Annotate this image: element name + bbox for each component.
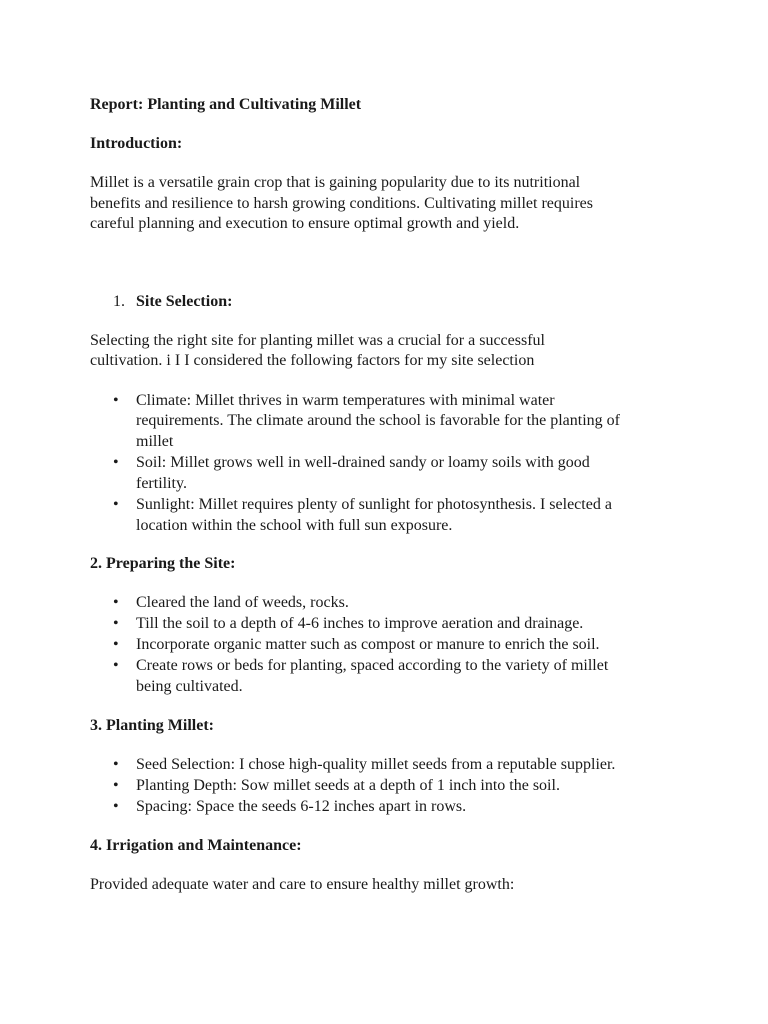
intro-line-1: Millet is a versatile grain crop that is gaining popularity due to its nutritional — [90, 174, 581, 191]
bullet-icon: • — [113, 636, 119, 653]
section1-heading: Site Selection: — [136, 293, 233, 310]
s2-bullet-2: Till the soil to a depth of 4-6 inches to improve aeration and drainage. — [136, 615, 584, 632]
bullet-icon: • — [113, 798, 119, 815]
s1-bullet-1-line-3: millet — [136, 433, 174, 450]
s1-bullet-2-line-1: Soil: Millet grows well in well-drained sandy or loamy soils with good — [136, 454, 590, 471]
s1-bullet-3-line-2: location within the school with full sun exposure. — [136, 517, 453, 534]
section4-heading: 4. Irrigation and Maintenance: — [90, 837, 302, 854]
bullet-icon: • — [113, 496, 119, 513]
s2-bullet-4-line-1: Create rows or beds for planting, spaced according to the variety of millet — [136, 657, 609, 674]
s1-bullet-3-line-1: Sunlight: Millet requires plenty of sunlight for photosynthesis. I selected a — [136, 496, 612, 513]
s1-bullet-1-line-1: Climate: Millet thrives in warm temperatures with minimal water — [136, 392, 555, 409]
s1-bullet-1-line-2: requirements. The climate around the school is favorable for the planting of — [136, 412, 620, 429]
bullet-icon: • — [113, 594, 119, 611]
report-title: Report: Planting and Cultivating Millet — [90, 96, 362, 113]
intro-line-2: benefits and resilience to harsh growing conditions. Cultivating millet requires — [90, 195, 593, 212]
bullet-icon: • — [113, 392, 119, 409]
s2-bullet-4-line-2: being cultivated. — [136, 678, 243, 695]
section2-heading: 2. Preparing the Site: — [90, 555, 236, 572]
section1-para-line-1: Selecting the right site for planting millet was a crucial for a successful — [90, 332, 545, 349]
section1-para-line-2: cultivation. i I I considered the following factors for my site selection — [90, 352, 535, 369]
s2-bullet-3: Incorporate organic matter such as compost or manure to enrich the soil. — [136, 636, 600, 653]
s3-bullet-2: Planting Depth: Sow millet seeds at a depth of 1 inch into the soil. — [136, 777, 560, 794]
s1-bullet-2-line-2: fertility. — [136, 475, 187, 492]
bullet-icon: • — [113, 454, 119, 471]
intro-line-3: careful planning and execution to ensure optimal growth and yield. — [90, 215, 520, 232]
bullet-icon: • — [113, 657, 119, 674]
intro-heading: Introduction: — [90, 135, 183, 152]
s2-bullet-1: Cleared the land of weeds, rocks. — [136, 594, 349, 611]
s3-bullet-1: Seed Selection: I chose high-quality millet seeds from a reputable supplier. — [136, 756, 616, 773]
bullet-icon: • — [113, 756, 119, 773]
section4-para-line-1: Provided adequate water and care to ensure healthy millet growth: — [90, 876, 515, 893]
bullet-icon: • — [113, 615, 119, 632]
section3-heading: 3. Planting Millet: — [90, 717, 214, 734]
bullet-icon: • — [113, 777, 119, 794]
section1-number: 1. — [113, 293, 125, 310]
s3-bullet-3: Spacing: Space the seeds 6-12 inches apart in rows. — [136, 798, 467, 815]
